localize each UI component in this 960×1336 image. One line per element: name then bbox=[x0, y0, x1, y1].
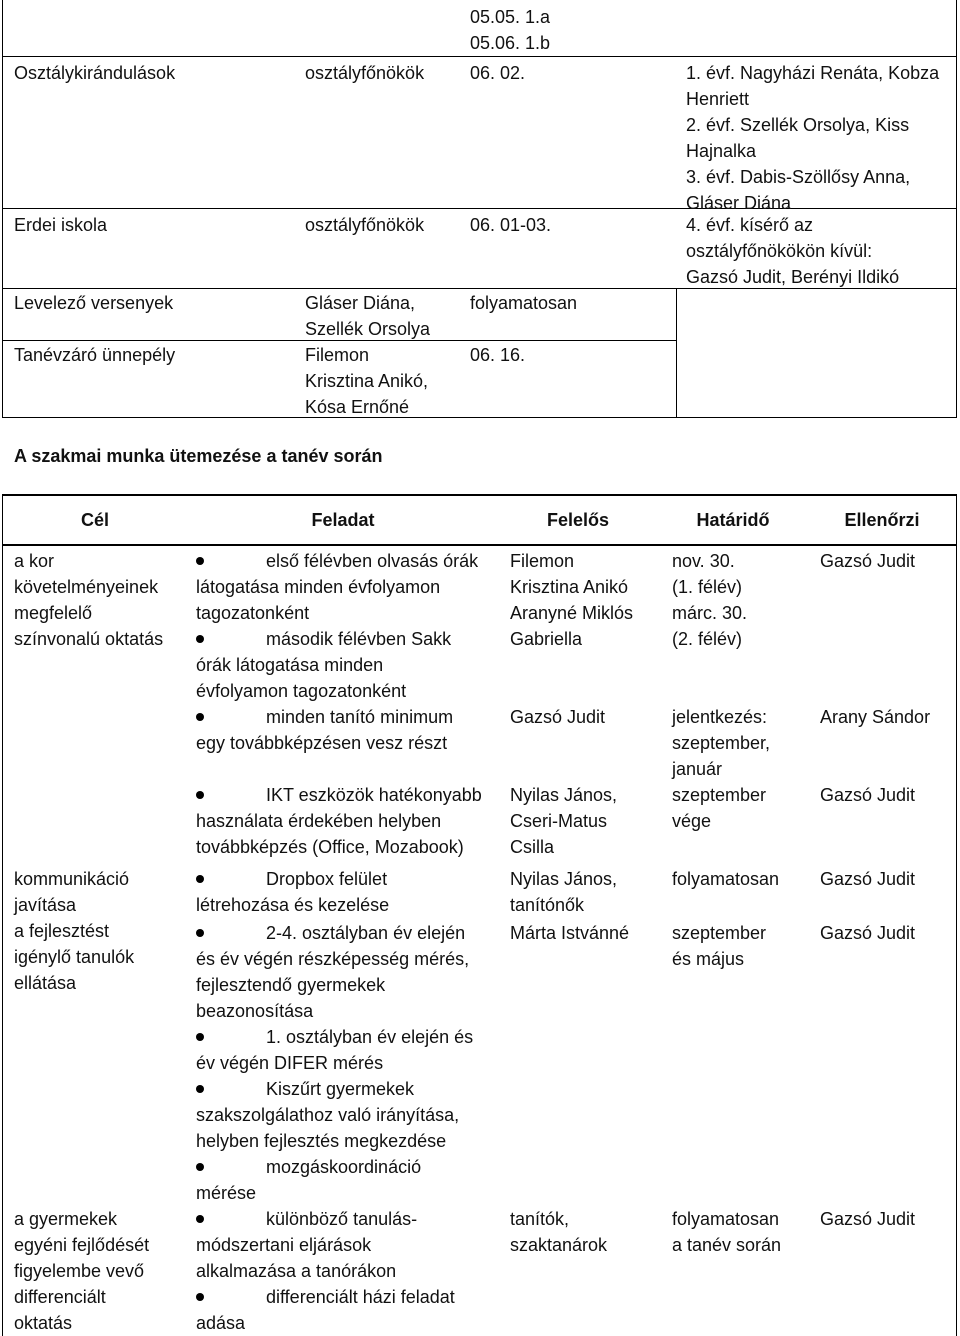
responsible-cell: Gazsó Judit bbox=[510, 707, 606, 727]
deadline-cell: folyamatosan a tanév során bbox=[672, 1209, 782, 1255]
event-responsible: Filemon Krisztina Anikó, Kósa Ernőné bbox=[305, 345, 429, 417]
bullet-icon bbox=[196, 635, 204, 643]
deadline-cell: szeptember és május bbox=[672, 923, 767, 969]
deadline-cell: folyamatosan bbox=[672, 869, 780, 889]
checker-cell: Gazsó Judit bbox=[820, 1209, 916, 1229]
event-name: Erdei iskola bbox=[14, 215, 108, 235]
event-date: folyamatosan bbox=[470, 293, 578, 313]
task-item: első félévben olvasás órák látogatása minden évfolyamon tagozatonként második félévben Sakk órák látogatása minden évfolyamon tagozatonként bbox=[196, 551, 479, 701]
bullet-icon bbox=[196, 791, 204, 799]
event-date: 06. 02. bbox=[470, 63, 526, 83]
bullet-icon bbox=[196, 1163, 204, 1171]
responsible-cell: Filemon Krisztina Anikó Aranyné Miklós Gabriella bbox=[510, 551, 634, 649]
checker-cell: Gazsó Judit bbox=[820, 551, 916, 571]
bullet-icon bbox=[196, 557, 204, 565]
deadline-cell: nov. 30. (1. félév) márc. 30. (2. félév) bbox=[672, 551, 748, 649]
event-responsible: Gláser Diána, Szellék Orsolya bbox=[305, 293, 431, 339]
checker-cell: Gazsó Judit bbox=[820, 785, 916, 805]
event-responsible: osztályfőnökök bbox=[305, 215, 425, 235]
goal-cell: a fejlesztést igénylő tanulók ellátása bbox=[14, 921, 135, 993]
bullet-icon bbox=[196, 713, 204, 721]
goal-cell: a kor követelményeinek megfelelő színvonalú oktatás bbox=[14, 551, 164, 649]
checker-cell: Arany Sándor bbox=[820, 707, 931, 727]
task-item: Dropbox felület létrehozása és kezelése bbox=[196, 869, 390, 915]
bullet-icon bbox=[196, 1085, 204, 1093]
deadline-cell: szeptember vége bbox=[672, 785, 767, 831]
deadline-cell: jelentkezés: szeptember, január bbox=[672, 707, 771, 779]
goal-cell: kommunikáció javítása bbox=[14, 869, 130, 915]
event-note: 4. évf. kísérő az osztályfőnökökön kívül: Gazsó Judit, Berényi Ildikó bbox=[686, 215, 900, 287]
top-row-0-date: 05.05. 1.a 05.06. 1.b bbox=[470, 7, 551, 53]
header-checker: Ellenőrzi bbox=[844, 510, 920, 530]
responsible-cell: Márta Istvánné bbox=[510, 923, 630, 943]
responsible-cell: Nyilas János, tanítónők bbox=[510, 869, 618, 915]
task-item: minden tanító minimum egy továbbképzésen vesz részt bbox=[196, 707, 454, 753]
header-responsible: Felelős bbox=[546, 510, 610, 530]
bullet-icon bbox=[196, 875, 204, 883]
header-task: Feladat bbox=[311, 510, 375, 530]
event-name: Levelező versenyek bbox=[14, 293, 174, 313]
bullet-icon bbox=[196, 1215, 204, 1223]
task-item: 2-4. osztályban év elején és év végén részképesség mérés, fejlesztendő gyermekek beazonosítása 1. osztályban év elején és év végén DIFER mérés Kiszűrt gyermekek szakszolgálathoz való irányítása, helyben fejlesztés megkezdése mozgáskoordináció mérése bbox=[196, 923, 474, 1203]
event-date: 06. 01-03. bbox=[470, 215, 552, 235]
event-name: Tanévzáró ünnepély bbox=[14, 345, 176, 365]
header-deadline: Határidő bbox=[696, 510, 770, 530]
event-note: 1. évf. Nagyházi Renáta, Kobza Henriett 2. évf. Szellék Orsolya, Kiss Hajnalka 3. évf. Dabis-Szöllősy Anna, Gláser Diána bbox=[686, 63, 940, 213]
checker-cell: Gazsó Judit bbox=[820, 923, 916, 943]
task-item: különböző tanulás- módszertani eljárások alkalmazása a tanórákon differenciált házi feladat adása bbox=[196, 1209, 455, 1333]
goal-cell: a gyermekek egyéni fejlődését figyelembe vevő differenciált oktatás bbox=[14, 1209, 150, 1333]
checker-cell: Gazsó Judit bbox=[820, 869, 916, 889]
section-title: A szakmai munka ütemezése a tanév során bbox=[14, 446, 383, 466]
event-name: Osztálykirándulások bbox=[14, 63, 176, 83]
responsible-cell: Nyilas János, Cseri-Matus Csilla bbox=[510, 785, 618, 857]
bullet-icon bbox=[196, 929, 204, 937]
bullet-icon bbox=[196, 1033, 204, 1041]
bullet-icon bbox=[196, 1293, 204, 1301]
task-item: IKT eszközök hatékonyabb használata érdekében helyben továbbképzés (Office, Mozabook) bbox=[196, 785, 482, 857]
event-date: 06. 16. bbox=[470, 345, 526, 365]
header-goal: Cél bbox=[80, 510, 109, 530]
responsible-cell: tanítók, szaktanárok bbox=[510, 1209, 608, 1255]
event-responsible: osztályfőnökök bbox=[305, 63, 425, 83]
